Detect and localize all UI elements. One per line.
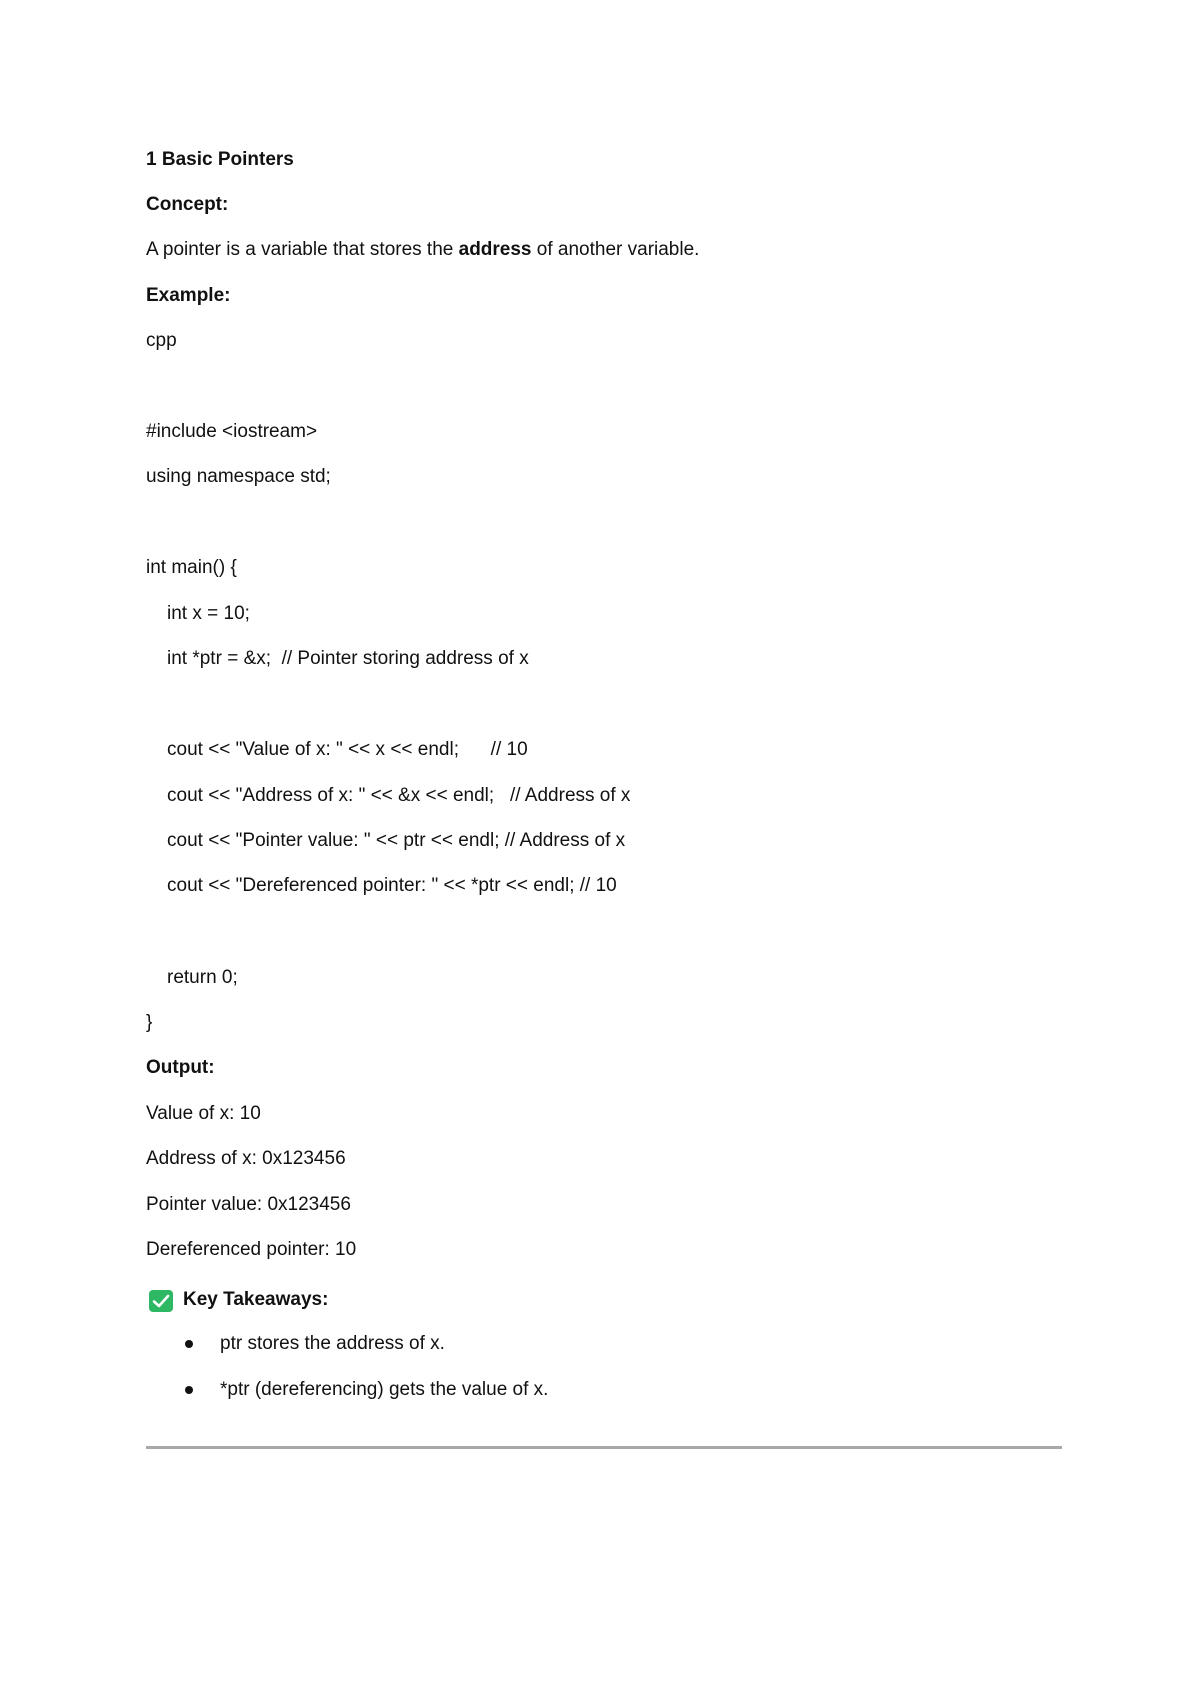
output-line-address: Address of x: 0x123456	[146, 1148, 346, 1169]
takeaway-item: ptr stores the address of x.	[220, 1333, 445, 1354]
example-label: Example:	[146, 285, 231, 306]
section-heading: 1 Basic Pointers	[146, 149, 294, 170]
concept-text-before: A pointer is a variable that stores the	[146, 239, 459, 260]
code-line-return: return 0;	[167, 967, 238, 988]
output-line-pointer: Pointer value: 0x123456	[146, 1194, 351, 1215]
code-line-cout-deref: cout << "Dereferenced pointer: " << *ptr << endl; // 10	[167, 875, 617, 896]
code-line-decl-x: int x = 10;	[167, 603, 250, 624]
bullet-dot	[185, 1386, 193, 1394]
takeaways-label: Key Takeaways:	[183, 1289, 329, 1310]
concept-text	[146, 238, 699, 262]
concept-text-after: of another variable.	[531, 239, 700, 260]
code-line-main-close: }	[146, 1012, 153, 1033]
output-label: Output:	[146, 1057, 215, 1078]
code-line-include: #include <iostream>	[146, 421, 318, 442]
takeaway-item: *ptr (dereferencing) gets the value of x.	[220, 1379, 549, 1400]
concept-text-bold: address	[458, 239, 532, 260]
code-line-cout-value: cout << "Value of x: " << x << endl; // 10	[167, 739, 528, 760]
code-language: cpp	[146, 330, 177, 351]
output-line-deref: Dereferenced pointer: 10	[146, 1239, 357, 1260]
code-line-using: using namespace std;	[146, 466, 331, 487]
code-line-cout-address: cout << "Address of x: " << &x << endl; // Address of x	[167, 785, 631, 806]
bullet-dot	[185, 1340, 193, 1348]
code-line-decl-ptr: int *ptr = &x; // Pointer storing address of x	[167, 648, 529, 669]
code-line-main-open: int main() {	[146, 557, 237, 578]
horizontal-rule	[146, 1446, 1062, 1449]
check-mark-button-icon	[149, 1290, 173, 1312]
concept-label: Concept:	[146, 194, 229, 215]
output-line-value: Value of x: 10	[146, 1103, 261, 1124]
code-line-cout-pointer: cout << "Pointer value: " << ptr << endl; // Address of x	[167, 830, 626, 851]
